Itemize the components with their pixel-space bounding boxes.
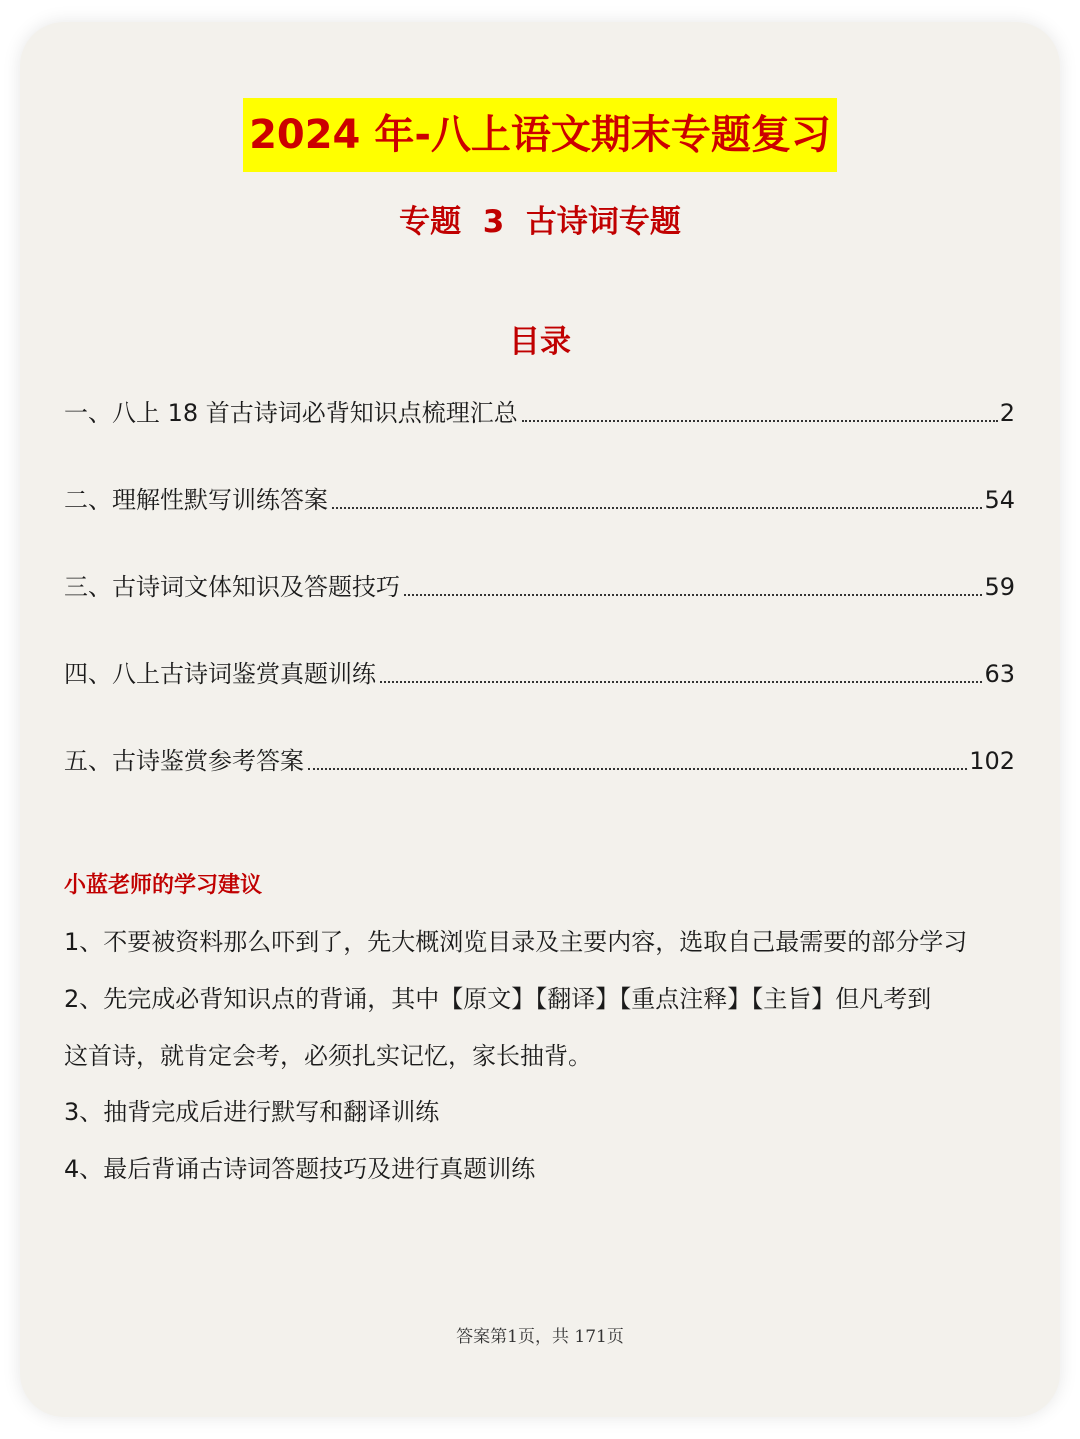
toc-entry[interactable] xyxy=(64,651,1015,691)
toc-leader-dots xyxy=(332,506,982,509)
toc-entry[interactable] xyxy=(64,738,1015,778)
toc-entry-page: 54 xyxy=(984,486,1015,514)
document-subtitle: 专题 3 古诗词专题 xyxy=(399,204,681,240)
toc-entry-label: 五、古诗鉴赏参考答案 xyxy=(64,747,304,775)
toc-leader-dots xyxy=(308,767,967,770)
toc-entry-page: 59 xyxy=(984,573,1015,601)
toc-entry[interactable] xyxy=(64,564,1015,604)
advice-line: 2、先完成必背知识点的背诵，其中【原文】【翻译】【重点注释】【主旨】但凡考到 xyxy=(64,985,932,1013)
toc-entry-label: 二、理解性默写训练答案 xyxy=(64,486,328,514)
toc-entry[interactable] xyxy=(64,477,1015,517)
toc-entry[interactable] xyxy=(64,390,1015,430)
toc-entry-page: 63 xyxy=(984,660,1015,688)
advice-line: 这首诗，就肯定会考，必须扎实记忆，家长抽背。 xyxy=(64,1042,592,1070)
toc-leader-dots xyxy=(404,593,982,596)
advice-heading: 小蓝老师的学习建议 xyxy=(64,873,263,898)
toc-entry-page: 102 xyxy=(969,747,1015,775)
toc-heading: 目录 xyxy=(509,324,571,360)
advice-line: 4、最后背诵古诗词答题技巧及进行真题训练 xyxy=(64,1155,536,1183)
toc-entry-page: 2 xyxy=(999,399,1015,427)
document-page xyxy=(20,22,1060,1417)
advice-line: 3、抽背完成后进行默写和翻译训练 xyxy=(64,1098,440,1126)
document-title: 2024 年-八上语文期末专题复习 xyxy=(243,98,837,172)
toc-leader-dots xyxy=(522,419,998,422)
toc-entry-label: 四、八上古诗词鉴赏真题训练 xyxy=(64,660,376,688)
toc-entry-label: 一、八上 18 首古诗词必背知识点梳理汇总 xyxy=(64,399,518,427)
advice-line: 1、不要被资料那么吓到了，先大概浏览目录及主要内容，选取自己最需要的部分学习 xyxy=(64,928,968,956)
title-container xyxy=(20,98,1060,172)
toc-leader-dots xyxy=(380,680,982,683)
toc-entry-label: 三、古诗词文体知识及答题技巧 xyxy=(64,573,400,601)
page-footer: 答案第1页，共 171页 xyxy=(456,1327,624,1347)
